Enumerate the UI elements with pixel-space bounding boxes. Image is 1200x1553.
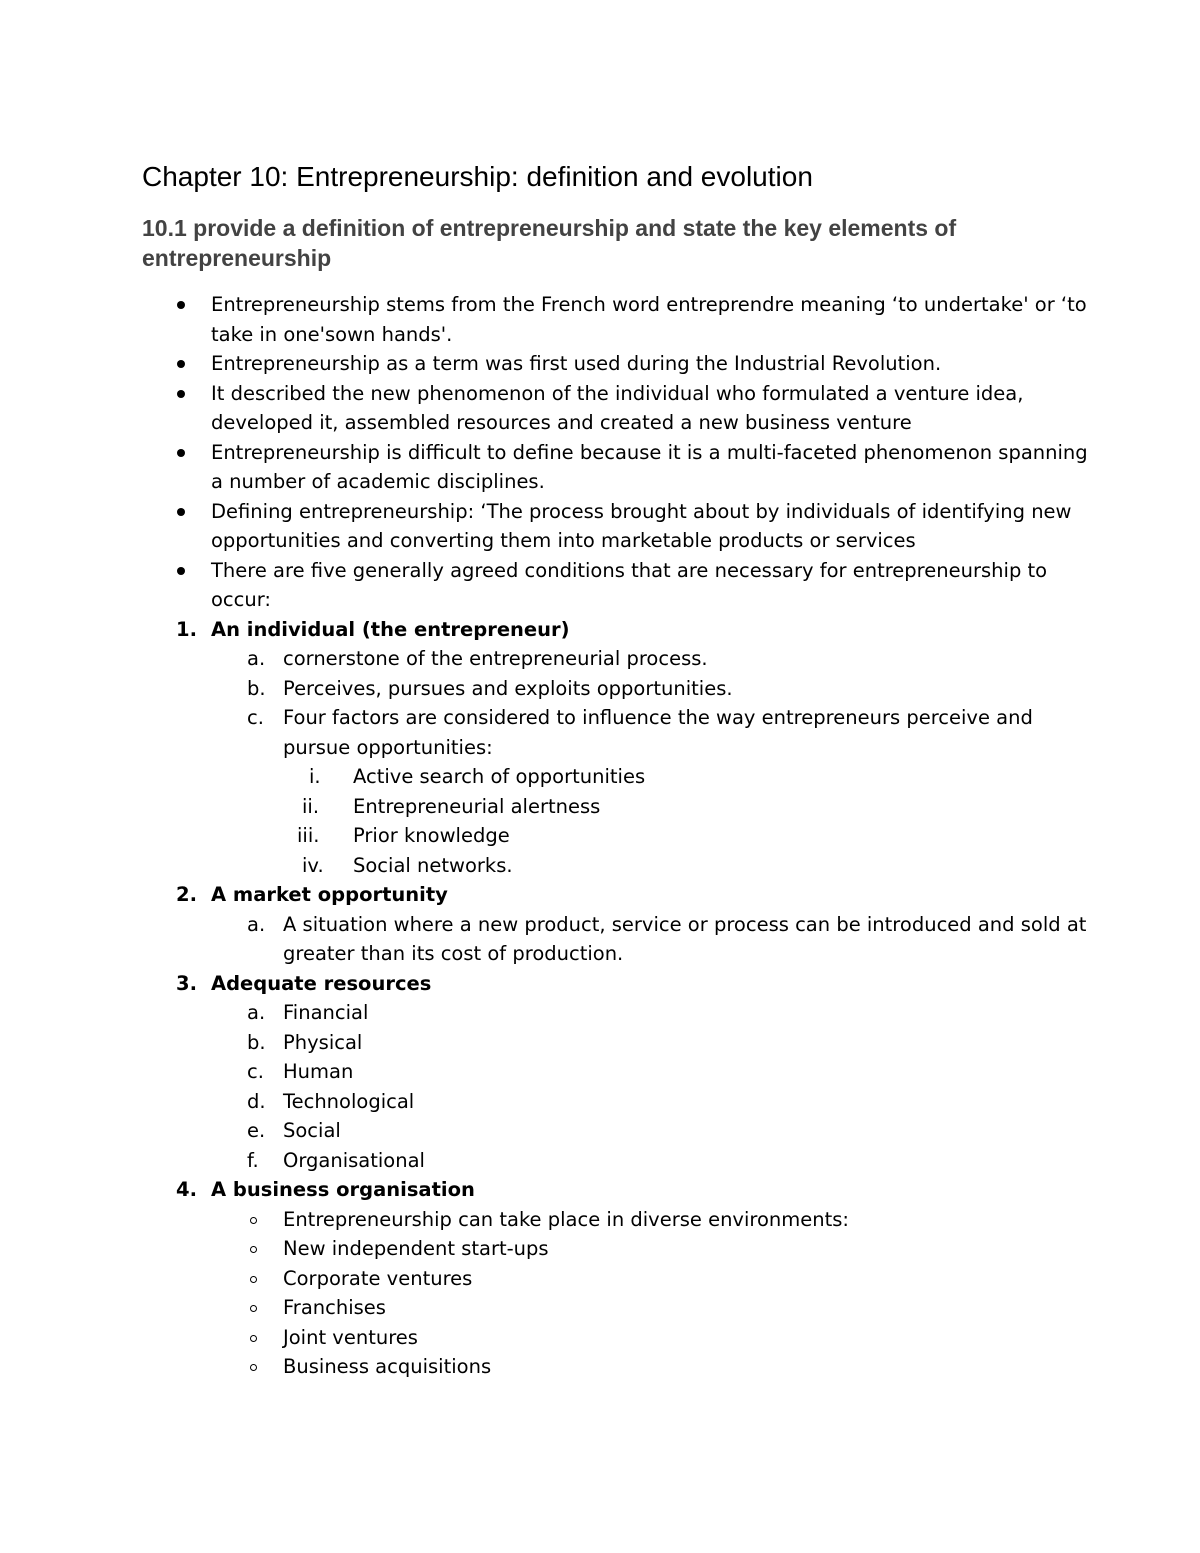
bullet-icon bbox=[177, 360, 185, 368]
item-text: Physical bbox=[283, 1030, 363, 1054]
item-marker: a. bbox=[247, 647, 266, 670]
condition-title: A business organisation bbox=[211, 1178, 475, 1201]
item-marker: b. bbox=[247, 676, 266, 700]
subitem-text: Prior knowledge bbox=[353, 824, 510, 847]
item-text: Financial bbox=[283, 1001, 369, 1024]
item-text: greater than its cost of production. bbox=[283, 942, 624, 965]
bullet-icon bbox=[177, 301, 185, 309]
item-text: Social bbox=[283, 1119, 341, 1142]
item-text: Organisational bbox=[283, 1148, 425, 1172]
bullet-text: It described the new phenomenon of the individual who formulated a venture idea, bbox=[211, 381, 1024, 405]
subitem-marker: i. bbox=[309, 765, 321, 788]
condition-number: 1. bbox=[176, 617, 197, 641]
item-text: Four factors are considered to influence the way entrepreneurs perceive and bbox=[283, 706, 1033, 729]
condition-number: 4. bbox=[176, 1178, 197, 1201]
circle-item-text: New independent start-ups bbox=[283, 1237, 549, 1260]
bullet-text: There are five generally agreed conditions that are necessary for entrepreneurship to bbox=[211, 558, 1048, 582]
bullet-text: Entrepreneurship as a term was first used during the Industrial Revolution. bbox=[211, 352, 942, 375]
condition-title: An individual (the entrepreneur) bbox=[211, 617, 570, 641]
bullet-icon bbox=[177, 508, 185, 516]
condition-title: A market opportunity bbox=[211, 883, 448, 906]
bullet-text: developed it, assembled resources and created a new business venture bbox=[211, 411, 912, 434]
bullet-text: take in one'sown hands'. bbox=[211, 322, 453, 346]
bullet-icon bbox=[177, 390, 185, 398]
item-marker: b. bbox=[247, 1030, 266, 1054]
circle-bullet-icon bbox=[250, 1305, 257, 1312]
condition-number: 2. bbox=[176, 883, 197, 906]
circle-bullet-icon bbox=[250, 1246, 257, 1253]
subitem-text: Active search of opportunities bbox=[353, 765, 646, 788]
condition-title: Adequate resources bbox=[211, 971, 432, 995]
circle-bullet-icon bbox=[250, 1217, 257, 1224]
subitem-marker: ii. bbox=[302, 794, 320, 818]
item-text: Human bbox=[283, 1060, 354, 1083]
circle-item-text: Joint ventures bbox=[283, 1325, 418, 1349]
circle-item-text: Corporate ventures bbox=[283, 1266, 473, 1290]
item-text: A situation where a new product, service or process can be introduced and sold at bbox=[283, 912, 1087, 936]
subitem-marker: iv. bbox=[302, 853, 324, 877]
item-marker: f. bbox=[247, 1148, 259, 1172]
condition-number: 3. bbox=[176, 971, 197, 995]
section-heading: 10.1 provide a definition of entrepreneurship and state the key elements of entrepreneurship bbox=[142, 215, 957, 271]
item-marker: c. bbox=[247, 706, 264, 729]
chapter-title: Chapter 10: Entrepreneurship: definition and evolution bbox=[142, 161, 813, 192]
item-text: Technological bbox=[283, 1089, 415, 1113]
item-marker: d. bbox=[247, 1089, 266, 1113]
bullet-icon bbox=[177, 449, 185, 457]
bullet-text: opportunities and converting them into marketable products or services bbox=[211, 529, 916, 552]
subitem-text: Entrepreneurial alertness bbox=[353, 794, 601, 818]
subitem-text: Social networks. bbox=[353, 853, 513, 877]
item-text: pursue opportunities: bbox=[283, 735, 493, 759]
circle-bullet-icon bbox=[250, 1276, 257, 1283]
circle-item-text: Business acquisitions bbox=[283, 1355, 492, 1378]
item-marker: a. bbox=[247, 912, 266, 936]
subitem-marker: iii. bbox=[297, 824, 320, 847]
bullet-text: a number of academic disciplines. bbox=[211, 470, 545, 493]
item-marker: a. bbox=[247, 1001, 266, 1024]
item-text: Perceives, pursues and exploits opportunities. bbox=[283, 676, 733, 700]
circle-item-text: Entrepreneurship can take place in diverse environments: bbox=[283, 1207, 849, 1231]
bullet-text: Entrepreneurship stems from the French word entreprendre meaning ‘to undertake' or ‘to bbox=[211, 293, 1087, 316]
bullet-icon bbox=[177, 567, 185, 575]
item-marker: e. bbox=[247, 1119, 266, 1142]
circle-bullet-icon bbox=[250, 1364, 257, 1371]
bullet-text: Defining entrepreneurship: ‘The process brought about by individuals of identifying new bbox=[211, 499, 1072, 523]
bullet-text: occur: bbox=[211, 588, 271, 611]
item-marker: c. bbox=[247, 1060, 264, 1083]
circle-bullet-icon bbox=[250, 1335, 257, 1342]
item-text: cornerstone of the entrepreneurial process. bbox=[283, 647, 708, 670]
circle-item-text: Franchises bbox=[283, 1296, 386, 1319]
bullet-text: Entrepreneurship is difficult to define because it is a multi-faceted phenomenon spanning bbox=[211, 440, 1088, 464]
